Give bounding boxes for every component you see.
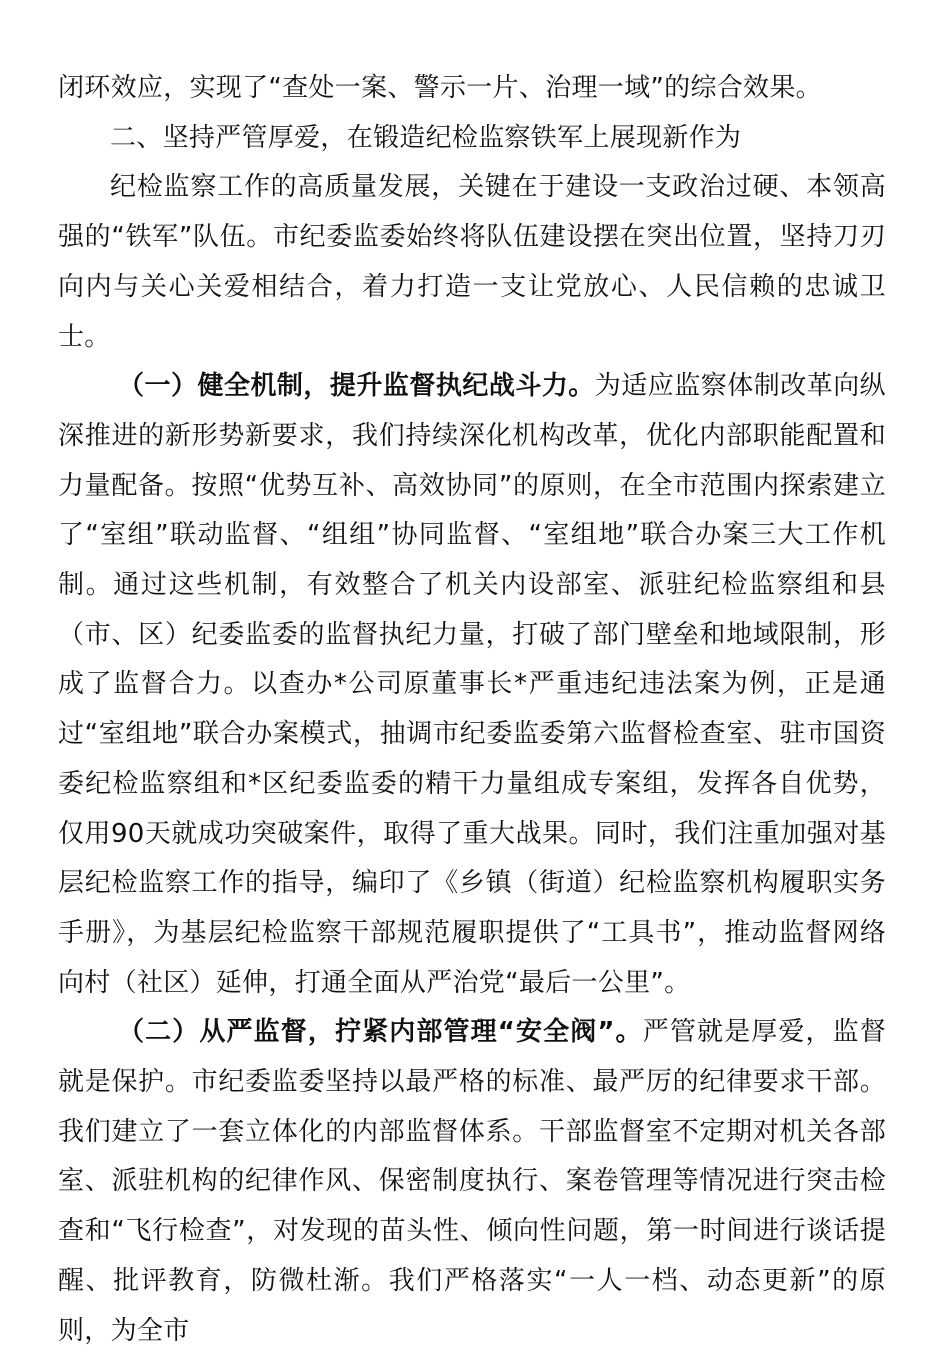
paragraph-mechanism-body: 为适应监察体制改革向纵深推进的新形势新要求，我们持续深化机构改革，优化内部职能配置和力量配备。按照“优势互补、高效协同”的原则，在全市范围内探索建立了“室组”联动监督、“组组”协同监督、“室组地”联合办案三大工作机制。通过这些机制，有效整合了机关内设部室、派驻纪检监察组和县（市、区）纪委监委的监督执纪力量，打破了部门壁垒和地域限制，形成了监督合力。以查办*公司原董事长*严重违纪违法案为例，正是通过“室组地”联合办案模式，抽调市纪委监委第六监督检查室、驻市国资委纪检监察组和*区纪委监委的精干力量组成专案组，发挥各自优势，仅用90天就成功突破案件，取得了重大战果。同时，我们注重加强对基层纪检监察工作的指导，编印了《乡镇（街道）纪检监察机构履职实务手册》，为基层纪检监察干部规范履职提供了“工具书”，推动监督网络向村（社区）延伸，打通全面从严治党“最后一公里”。 [58, 371, 886, 998]
document-body [58, 64, 886, 1356]
paragraph-mechanism [58, 362, 886, 1008]
paragraph-team-building: 纪检监察工作的高质量发展，关键在于建设一支政治过硬、本领高强的“铁军”队伍。市纪委监委始终将队伍建设摆在突出位置，坚持刀刃向内与关心关爱相结合，着力打造一支让党放心、人民信赖的忠诚卫士。 [58, 172, 886, 352]
paragraph-closing-effect: 闭环效应，实现了“查处一案、警示一片、治理一域”的综合效果。 [58, 73, 822, 103]
subheading-supervision: （二）从严监督，拧紧内部管理“安全阀”。 [118, 1017, 643, 1048]
paragraph-supervision-body: 严管就是厚爱，监督就是保护。市纪委监委坚持以最严格的标准、最严厉的纪律要求干部。我们建立了一套立体化的内部监督体系。干部监督室不定期对机关各部室、派驻机构的纪律作风、保密制度执行、案卷管理等情况进行突击检查和“飞行检查”，对发现的苗头性、倾向性问题，第一时间进行谈话提醒、批评教育，防微杜渐。我们严格落实“一人一档、动态更新”的原则，为全市 [58, 1017, 886, 1346]
subheading-mechanism: （一）健全机制，提升监督执纪战斗力。 [118, 371, 595, 402]
paragraph-supervision [58, 1008, 886, 1356]
section-heading-two: 二、坚持严管厚爱，在锻造纪检监察铁军上展现新作为 [110, 122, 742, 153]
